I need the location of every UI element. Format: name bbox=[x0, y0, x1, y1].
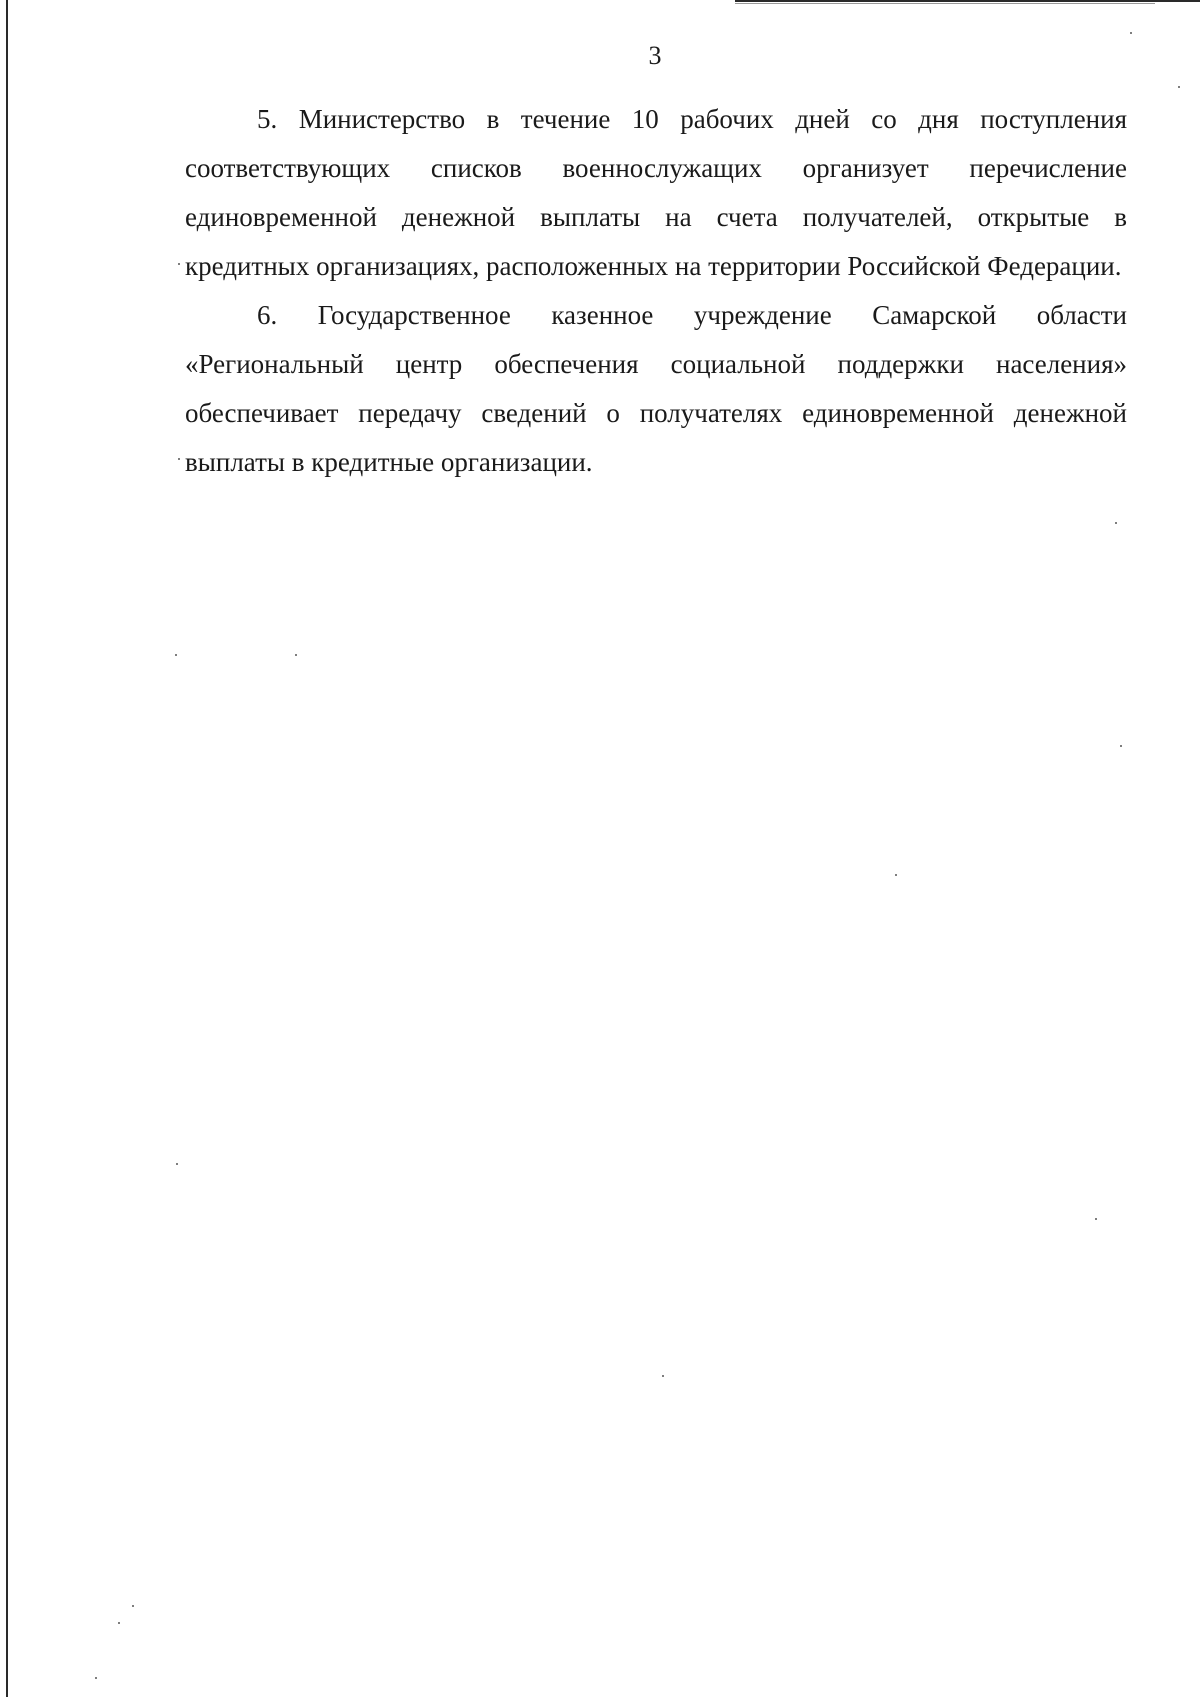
paragraph-5: 5. Министерство в течение 10 рабочих дней со дня поступления соответствующих списков военнослужащих организует перечисление единовременной денежной выплаты на счета получателей, открытые в кредитных организациях, расположенных на территории Российской Федерации. bbox=[185, 104, 1127, 281]
scan-top-edge-shadow bbox=[735, 3, 1155, 4]
scan-speck bbox=[95, 1677, 97, 1679]
scan-speck bbox=[176, 1163, 178, 1165]
scan-speck bbox=[662, 1375, 664, 1377]
scan-speck bbox=[1115, 522, 1117, 524]
scan-speck bbox=[1120, 745, 1122, 747]
scan-speck bbox=[895, 874, 897, 876]
scan-speck bbox=[175, 654, 177, 656]
scan-speck bbox=[132, 1605, 134, 1607]
scan-speck bbox=[1130, 32, 1132, 34]
scan-top-edge bbox=[735, 0, 1200, 2]
scan-speck bbox=[295, 654, 297, 656]
scan-left-edge bbox=[6, 0, 8, 1697]
paragraph-6: 6. Государственное казенное учреждение Самарской области «Региональный центр обеспечения социальной поддержки населения» обеспечивает передачу сведений о получателях единовременной денежной выплаты в кредитные организации. bbox=[185, 300, 1127, 477]
scan-speck bbox=[178, 263, 180, 265]
scan-speck bbox=[118, 1622, 120, 1624]
document-body bbox=[185, 95, 1127, 487]
page-number: 3 bbox=[648, 41, 662, 70]
scan-speck bbox=[1178, 86, 1180, 88]
scan-speck bbox=[1095, 1218, 1097, 1220]
scan-speck bbox=[178, 458, 180, 460]
